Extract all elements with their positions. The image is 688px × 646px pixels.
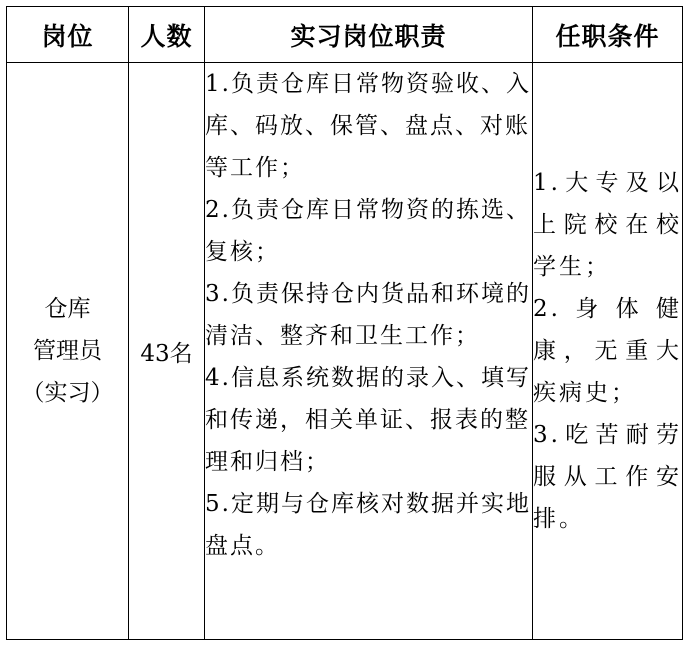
header-requirements: 任职条件 xyxy=(533,7,683,63)
duty-item: 5.定期与仓库核对数据并实地盘点。 xyxy=(205,491,531,559)
position-line: （实习） xyxy=(21,380,114,406)
requirement-item: 2.身体健康，无重大疾病史； xyxy=(533,296,682,406)
position-line: 管理员 xyxy=(33,338,102,364)
header-duties: 实习岗位职责 xyxy=(205,7,533,63)
requirement-item: 1.大专及以上院校在校学生； xyxy=(533,170,682,280)
header-row xyxy=(7,7,683,63)
duty-item: 2.负责仓库日常物资的拣选、复核； xyxy=(205,197,531,265)
job-table xyxy=(6,6,683,640)
duty-item: 4.信息系统数据的录入、填写和传递，相关单证、报表的整理和归档； xyxy=(205,365,531,475)
position-cell xyxy=(7,63,129,640)
header-count: 人数 xyxy=(129,7,205,63)
count-cell: 43名 xyxy=(129,63,205,640)
header-position: 岗位 xyxy=(7,7,129,63)
duty-item: 1.负责仓库日常物资验收、入库、码放、保管、盘点、对账等工作； xyxy=(205,71,531,181)
duties-cell xyxy=(205,63,533,640)
duty-item: 3.负责保持仓内货品和环境的清洁、整齐和卫生工作； xyxy=(205,281,531,349)
table-row xyxy=(7,63,683,640)
position-line: 仓库 xyxy=(44,296,91,322)
requirements-cell xyxy=(533,63,683,640)
requirement-item: 3.吃苦耐劳服从工作安排。 xyxy=(533,422,682,532)
